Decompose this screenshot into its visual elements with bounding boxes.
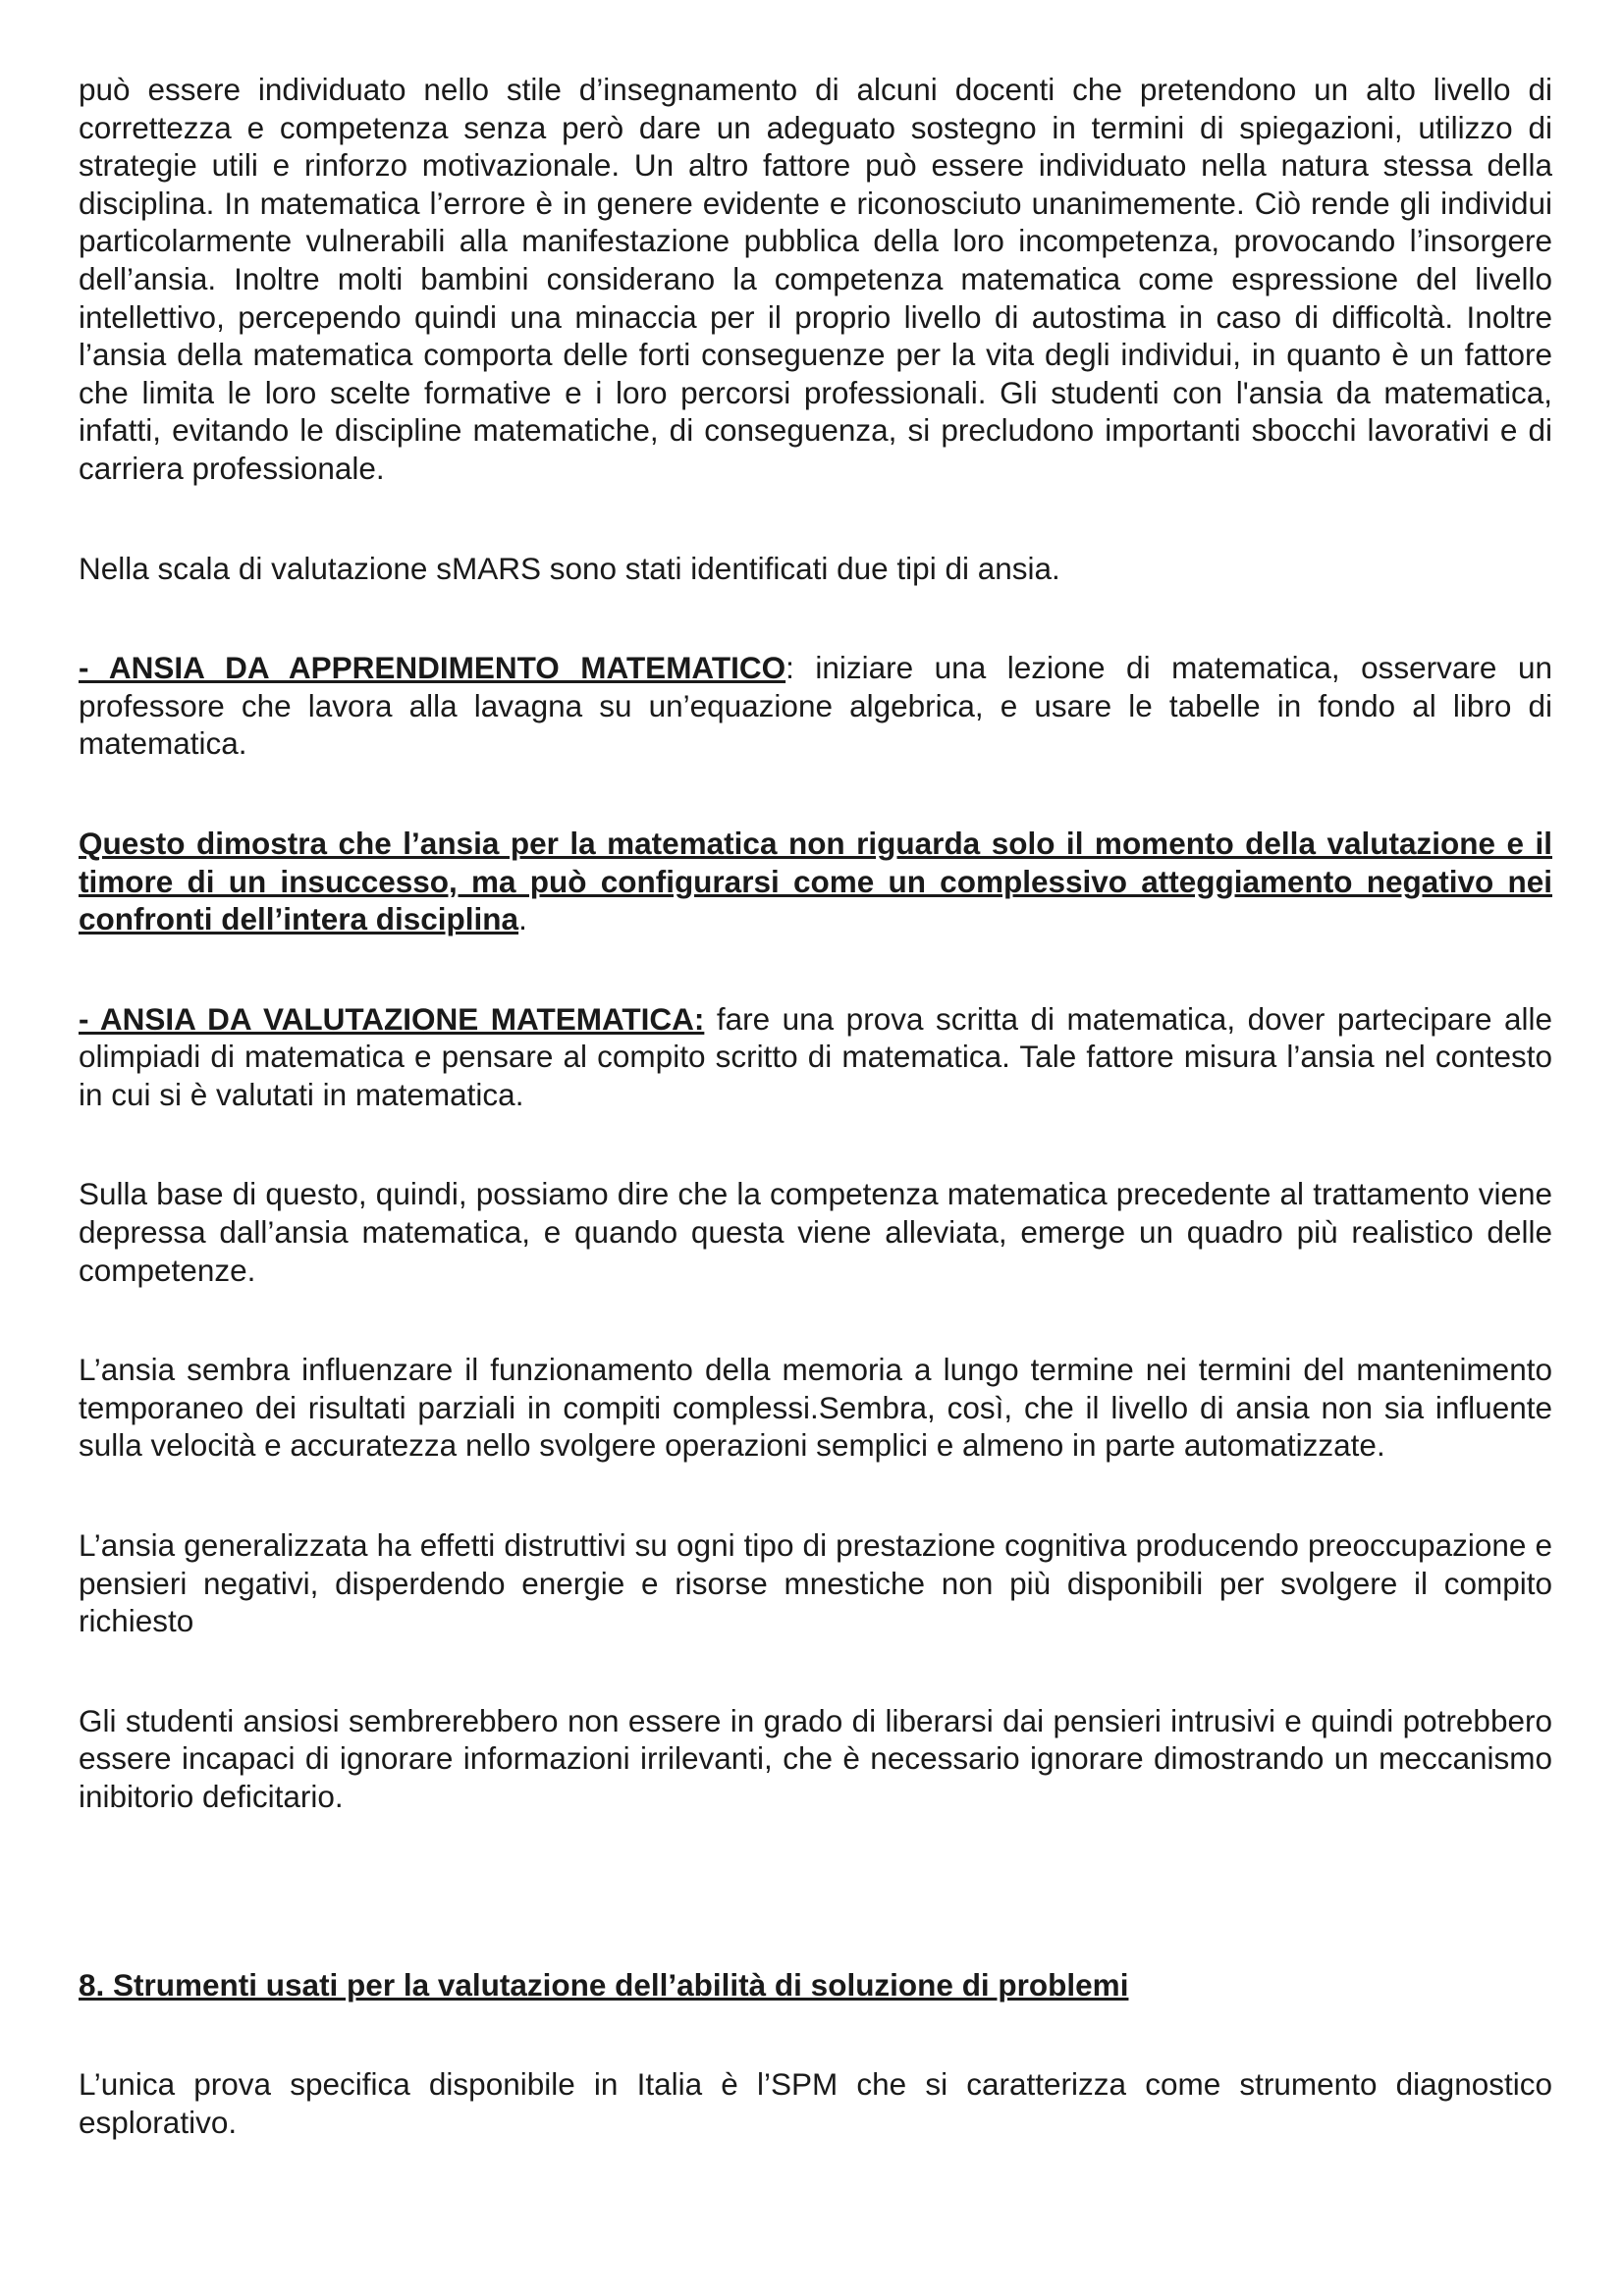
paragraph-emphasis bbox=[79, 825, 1552, 938]
paragraph-smars-intro: Nella scala di valutazione sMARS sono stati identificati due tipi di ansia. bbox=[79, 550, 1060, 586]
paragraph-generalized-anxiety: L’ansia generalizzata ha effetti distruttivi su ogni tipo di prestazione cognitiva producendo preoccupazione e pensieri negativi, disperdendo energie e risorse mnestiche non più disponibili per svolgere il compito richiesto bbox=[79, 1527, 1552, 1639]
paragraph-evaluation-anxiety bbox=[79, 1000, 1552, 1114]
section-heading: 8. Strumenti usati per la valutazione dell’abilità di soluzione di problemi bbox=[79, 1966, 1129, 2002]
evaluation-anxiety-label: - ANSIA DA VALUTAZIONE MATEMATICA: bbox=[79, 1000, 705, 1037]
document-page bbox=[79, 71, 1552, 2141]
emphasis-period: . bbox=[518, 901, 527, 937]
paragraph-competence: Sulla base di questo, quindi, possiamo dire che la competenza matematica precedente al trattamento viene depressa dall’ansia matematica, e quando questa viene alleviata, emerge un quadro più realistico delle competenze. bbox=[79, 1176, 1552, 1288]
evaluation-anxiety-text: fare una prova scritta di matematica, dover partecipare alle olimpiadi di matematica e pensare al compito scritto di matematica. Tale fattore misura l’ansia nel contesto in cui si è valutati in matematica. bbox=[79, 1000, 1552, 1112]
paragraph-spm: L’unica prova specifica disponibile in Italia è l’SPM che si caratterizza come strumento diagnostico esplorativo. bbox=[79, 2066, 1552, 2140]
paragraph-anxiety-causes: può essere individuato nello stile d’insegnamento di alcuni docenti che pretendono un alto livello di correttezza e competenza senza però dare un adeguato sostegno in termini di spiegazioni, utilizzo di strategie utili e rinforzo motivazionale. Un altro fattore può essere individuato nella natura stessa della disciplina. In matematica l’errore è in genere evidente e riconosciuto unanimemente. Ciò rende gli individui particolarmente vulnerabili alla manifestazione pubblica della loro incompetenza, provocando l’insorgere dell’ansia. Inoltre molti bambini considerano la competenza matematica come espressione del livello intellettivo, percependo quindi una minaccia per il proprio livello di autostima in caso di difficoltà. Inoltre l’ansia della matematica comporta delle forti conseguenze per la vita degli individui, in quanto è un fattore che limita le loro scelte formative e i loro percorsi professionali. Gli studenti con l'ansia da matematica, infatti, evitando le discipline matematiche, di conseguenza, si precludono importanti sbocchi lavorativi e di carriera professionale. bbox=[79, 72, 1552, 486]
paragraph-memory: L’ansia sembra influenzare il funzionamento della memoria a lungo termine nei termini del mantenimento temporaneo dei risultati parziali in compiti complessi.Sembra, così, che il livello di ansia non sia influente sulla velocità e accuratezza nello svolgere operazioni semplici e almeno in parte automatizzate. bbox=[79, 1352, 1552, 1464]
paragraph-learning-anxiety bbox=[79, 649, 1552, 763]
paragraph-anxious-students: Gli studenti ansiosi sembrerebbero non essere in grado di liberarsi dai pensieri intrusivi e quindi potrebbero essere incapaci di ignorare informazioni irrilevanti, che è necessario ignorare dimostrando un meccanismo inibitorio deficitario. bbox=[79, 1702, 1552, 1814]
learning-anxiety-label: - ANSIA DA APPRENDIMENTO MATEMATICO bbox=[79, 650, 786, 686]
emphasis-text: Questo dimostra che l’ansia per la matematica non riguarda solo il momento della valutazione e il timore di un insuccesso, ma può configurarsi come un complessivo atteggiamento negativo nei confronti dell’intera disciplina bbox=[79, 825, 1552, 937]
learning-anxiety-text: : iniziare una lezione di matematica, osservare un professore che lavora alla lavagna su un’equazione algebrica, e usare le tabelle in fondo al libro di matematica. bbox=[79, 650, 1552, 762]
